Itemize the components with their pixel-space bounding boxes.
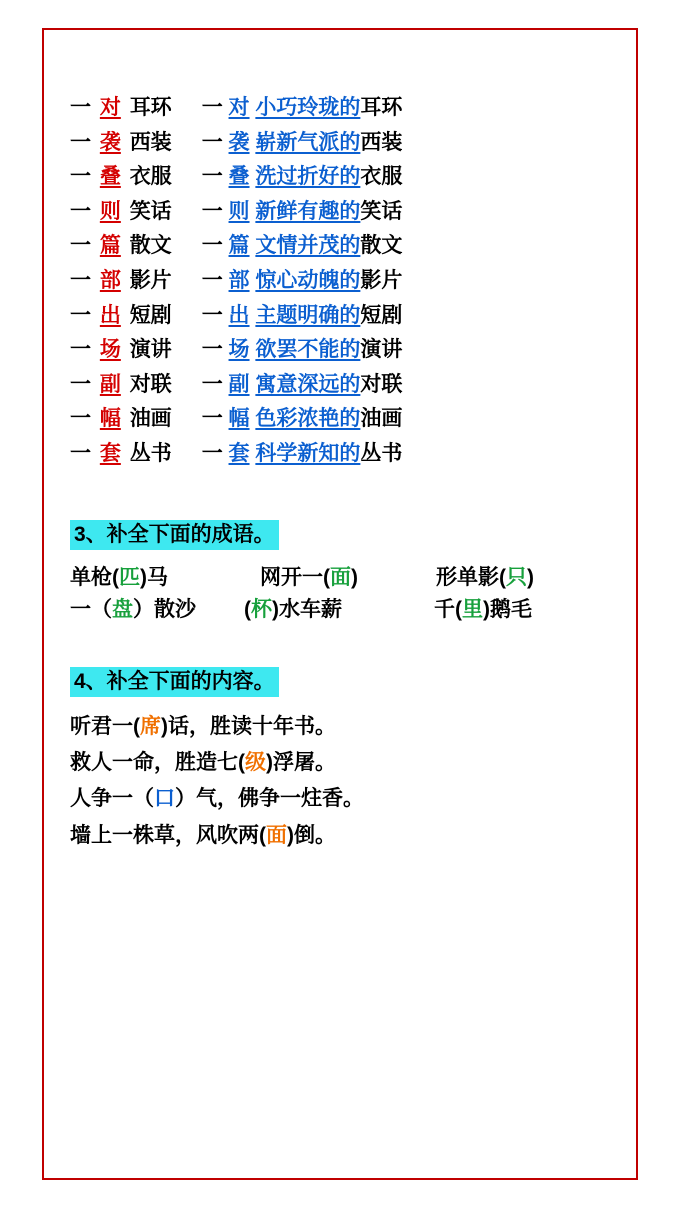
idiom-text: 形单影 bbox=[436, 565, 499, 589]
measure-word-long-0 bbox=[202, 95, 403, 130]
numeral: 一 bbox=[70, 303, 91, 327]
measure-word-answer: 副 bbox=[99, 372, 121, 396]
measure-word-long-10 bbox=[202, 441, 403, 476]
table-row bbox=[70, 199, 402, 234]
table-row bbox=[70, 130, 402, 165]
measure-word-short-8 bbox=[70, 372, 202, 407]
measure-word-answer: 场 bbox=[228, 338, 250, 362]
idiom-answer: 面 bbox=[330, 565, 351, 589]
measure-word-long-3 bbox=[202, 199, 403, 234]
noun: 丛书 bbox=[129, 442, 172, 466]
measure-word-answer: 套 bbox=[99, 442, 121, 466]
noun: 影片 bbox=[360, 269, 403, 293]
table-row bbox=[70, 95, 402, 130]
attribute-phrase: 新鲜有趣的 bbox=[255, 199, 361, 223]
measure-word-answer: 袭 bbox=[228, 130, 250, 154]
measure-word-answer: 袭 bbox=[99, 130, 121, 154]
noun: 散文 bbox=[360, 234, 403, 258]
sentence-text: )倒。 bbox=[287, 823, 336, 847]
attribute-phrase: 洗过折好的 bbox=[255, 165, 361, 189]
measure-word-answer: 幅 bbox=[228, 407, 250, 431]
numeral: 一 bbox=[70, 96, 91, 119]
worksheet-content bbox=[70, 95, 610, 854]
sentence-line bbox=[70, 781, 610, 817]
measure-word-long-9 bbox=[202, 406, 403, 441]
numeral: 一 bbox=[201, 372, 223, 396]
section-4-heading: 4、补全下面的内容。 bbox=[70, 667, 279, 697]
table-row bbox=[70, 337, 402, 372]
measure-word-short-9 bbox=[70, 406, 202, 441]
measure-word-short-0 bbox=[70, 95, 202, 130]
measure-word-answer: 则 bbox=[228, 199, 250, 223]
noun: 对联 bbox=[360, 372, 403, 396]
sentence-text: 墙上一株草，风吹两( bbox=[70, 823, 266, 847]
measure-word-answer: 部 bbox=[228, 269, 250, 293]
table-row bbox=[70, 372, 402, 407]
numeral: 一 bbox=[201, 407, 223, 431]
sentence-line bbox=[70, 709, 610, 745]
attribute-phrase: 崭新气派的 bbox=[255, 130, 361, 154]
spacer bbox=[70, 550, 610, 562]
measure-word-answer: 出 bbox=[228, 303, 250, 327]
idiom-text: 网开一( bbox=[260, 565, 330, 589]
numeral: 一 bbox=[70, 338, 91, 362]
section-3-heading: 3、补全下面的成语。 bbox=[70, 520, 279, 550]
attribute-phrase: 色彩浓艳的 bbox=[255, 407, 361, 431]
numeral: 一 bbox=[201, 269, 223, 293]
measure-word-table bbox=[70, 95, 402, 476]
measure-word-long-1 bbox=[202, 130, 403, 165]
numeral: 一 bbox=[70, 199, 91, 223]
sentence-text: 人争一（ bbox=[70, 787, 154, 811]
idiom-line-2 bbox=[70, 594, 610, 627]
attribute-phrase: 文情并茂的 bbox=[255, 234, 361, 258]
measure-word-short-1 bbox=[70, 130, 202, 165]
attribute-phrase: 惊心动魄的 bbox=[255, 269, 361, 293]
noun: 短剧 bbox=[360, 303, 403, 327]
measure-word-long-4 bbox=[202, 233, 403, 268]
measure-word-short-5 bbox=[70, 268, 202, 303]
measure-word-short-7 bbox=[70, 337, 202, 372]
idiom-text: 千( bbox=[434, 598, 462, 622]
sentence-answer: 席 bbox=[140, 715, 161, 739]
numeral: 一 bbox=[70, 130, 91, 154]
idiom-text: )鹅 bbox=[483, 598, 511, 622]
numeral: 一 bbox=[201, 199, 223, 223]
idiom-text: 一（ bbox=[70, 598, 112, 622]
attribute-phrase: 主题明确的 bbox=[255, 303, 361, 327]
noun: 演讲 bbox=[129, 338, 172, 362]
noun: 散文 bbox=[129, 234, 172, 258]
measure-word-short-4 bbox=[70, 233, 202, 268]
spacer bbox=[70, 627, 610, 667]
idiom-text: 毛 bbox=[511, 598, 532, 622]
sentence-answer: 口 bbox=[154, 787, 175, 811]
measure-word-answer: 对 bbox=[228, 96, 250, 119]
idiom-text: )马 bbox=[140, 565, 168, 589]
attribute-phrase: 欲罢不能的 bbox=[255, 338, 361, 362]
numeral: 一 bbox=[70, 165, 91, 189]
idiom-line-1 bbox=[70, 562, 610, 595]
noun: 笑话 bbox=[360, 199, 403, 223]
noun: 耳环 bbox=[360, 96, 403, 119]
measure-word-short-2 bbox=[70, 164, 202, 199]
numeral: 一 bbox=[201, 96, 223, 119]
measure-word-short-3 bbox=[70, 199, 202, 234]
numeral: 一 bbox=[70, 442, 91, 466]
table-row bbox=[70, 233, 402, 268]
idiom-text: ) bbox=[351, 565, 358, 589]
measure-word-long-7 bbox=[202, 337, 403, 372]
measure-word-answer: 叠 bbox=[99, 165, 121, 189]
attribute-phrase: 寓意深远的 bbox=[255, 372, 361, 396]
idiom-text: ) bbox=[527, 565, 534, 589]
measure-word-long-8 bbox=[202, 372, 403, 407]
idiom-answer: 杯 bbox=[251, 598, 272, 622]
noun: 西装 bbox=[360, 130, 403, 154]
sentence-text: 听君一( bbox=[70, 715, 140, 739]
noun: 演讲 bbox=[360, 338, 403, 362]
section-3 bbox=[70, 520, 610, 627]
table-row bbox=[70, 441, 402, 476]
table-row bbox=[70, 303, 402, 338]
numeral: 一 bbox=[201, 338, 223, 362]
numeral: 一 bbox=[201, 234, 223, 258]
noun: 影片 bbox=[129, 269, 172, 293]
measure-word-answer: 幅 bbox=[99, 407, 121, 431]
measure-word-answer: 部 bbox=[99, 269, 121, 293]
measure-word-answer: 篇 bbox=[99, 234, 121, 258]
measure-word-answer: 叠 bbox=[228, 165, 250, 189]
sentence-text: 救人一命，胜造七( bbox=[70, 751, 245, 775]
noun: 对联 bbox=[129, 372, 172, 396]
noun: 短剧 bbox=[129, 303, 172, 327]
measure-word-answer: 则 bbox=[99, 199, 121, 223]
table-row bbox=[70, 164, 402, 199]
idiom-text: 单枪( bbox=[70, 565, 119, 589]
measure-word-long-2 bbox=[202, 164, 403, 199]
sentence-line bbox=[70, 745, 610, 781]
measure-word-answer: 篇 bbox=[228, 234, 250, 258]
numeral: 一 bbox=[70, 269, 91, 293]
noun: 油画 bbox=[360, 407, 403, 431]
measure-word-answer: 出 bbox=[99, 303, 121, 327]
table-row bbox=[70, 406, 402, 441]
idiom-text: ）散沙 bbox=[133, 598, 196, 622]
attribute-phrase: 小巧玲珑的 bbox=[255, 96, 361, 119]
idiom-answer: 只 bbox=[506, 565, 527, 589]
numeral: 一 bbox=[201, 303, 223, 327]
noun: 油画 bbox=[129, 407, 172, 431]
attribute-phrase: 科学新知的 bbox=[255, 442, 361, 466]
idiom-text: )水车薪 bbox=[272, 598, 342, 622]
noun: 衣服 bbox=[360, 165, 403, 189]
spacer bbox=[70, 476, 610, 520]
numeral: 一 bbox=[201, 130, 223, 154]
spacer bbox=[70, 697, 610, 709]
measure-word-answer: 副 bbox=[228, 372, 250, 396]
measure-word-answer: 对 bbox=[99, 96, 121, 119]
noun: 耳环 bbox=[129, 96, 172, 119]
measure-word-short-6 bbox=[70, 303, 202, 338]
sentence-answer: 面 bbox=[266, 823, 287, 847]
section-4 bbox=[70, 667, 610, 854]
sentence-line bbox=[70, 818, 610, 854]
idiom-text: ( bbox=[244, 598, 251, 622]
measure-word-answer: 场 bbox=[99, 338, 121, 362]
sentence-answer: 级 bbox=[245, 751, 266, 775]
sentence-text: )浮屠。 bbox=[266, 751, 336, 775]
numeral: 一 bbox=[70, 407, 91, 431]
noun: 西装 bbox=[129, 130, 172, 154]
table-row bbox=[70, 268, 402, 303]
measure-word-short-10 bbox=[70, 441, 202, 476]
numeral: 一 bbox=[70, 234, 91, 258]
numeral: 一 bbox=[70, 372, 91, 396]
idiom-answer: 盘 bbox=[112, 598, 133, 622]
noun: 丛书 bbox=[360, 442, 403, 466]
noun: 笑话 bbox=[129, 199, 172, 223]
idiom-answer: 匹 bbox=[119, 565, 140, 589]
measure-word-answer: 套 bbox=[228, 442, 250, 466]
sentence-text: ）气，佛争一炷香。 bbox=[175, 787, 364, 811]
measure-word-long-6 bbox=[202, 303, 403, 338]
sentence-text: )话，胜读十年书。 bbox=[161, 715, 336, 739]
numeral: 一 bbox=[201, 442, 223, 466]
idiom-text: ( bbox=[499, 565, 506, 589]
idiom-answer: 里 bbox=[462, 598, 483, 622]
measure-word-long-5 bbox=[202, 268, 403, 303]
numeral: 一 bbox=[201, 165, 223, 189]
noun: 衣服 bbox=[129, 165, 172, 189]
